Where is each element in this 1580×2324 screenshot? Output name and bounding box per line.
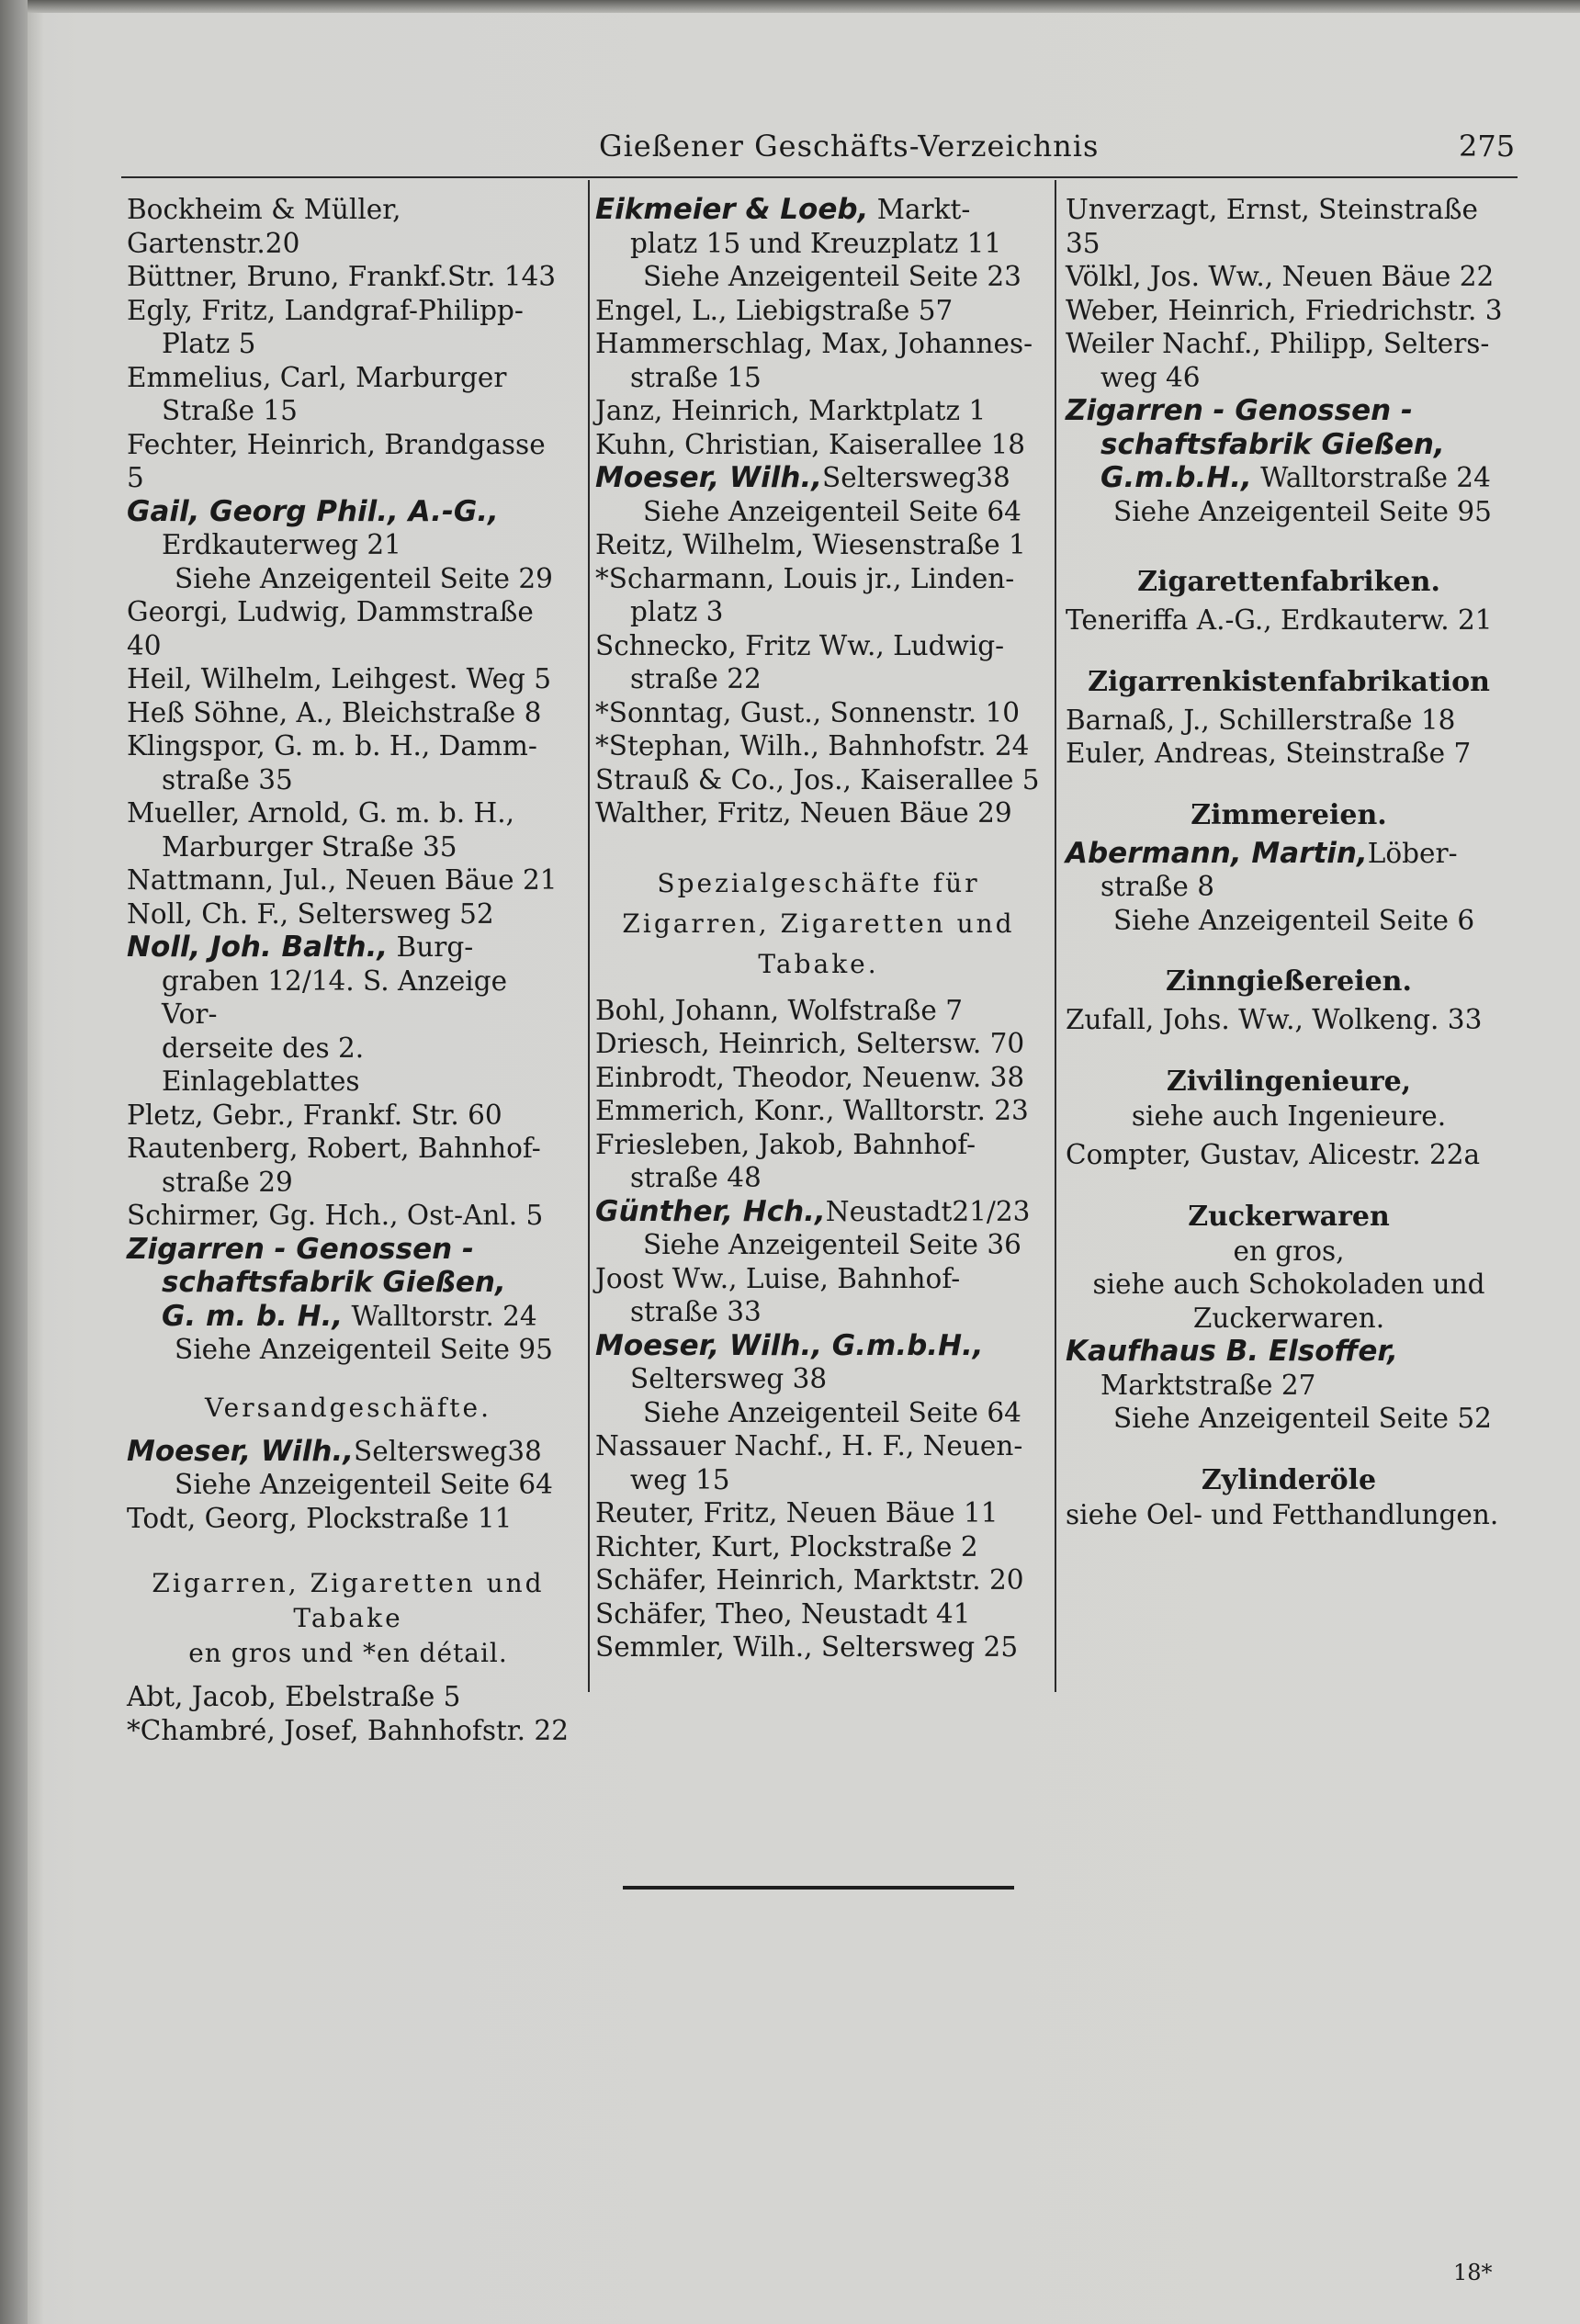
list-item: Kuhn, Christian, Kaiserallee 18: [595, 428, 1026, 460]
list-item: Weiler Nachf., Philipp, Selters- weg 46: [1066, 328, 1490, 393]
list-item: Zufall, Johs. Ww., Wolkeng. 33: [1066, 1004, 1483, 1035]
list-item: Mueller, Arnold, G. m. b. H., Marburger Straße 35: [127, 797, 514, 863]
list-item: Hammerschlag, Max, Johannes- straße 15: [595, 328, 1033, 393]
list-item: Engel, L., Liebigstraße 57: [595, 294, 954, 326]
section-heading: Zigarettenfabriken.: [1137, 566, 1440, 598]
list-item: *Sonntag, Gust., Sonnenstr. 10: [595, 696, 1021, 728]
list-item: Völkl, Jos. Ww., Neuen Bäue 22: [1066, 261, 1495, 292]
list-item: Bockheim & Müller, Gartenstr.20: [127, 194, 401, 259]
list-item: Abermann, Martin,Löber- straße 8 Siehe Anzeigenteil Seite 6: [1066, 836, 1475, 936]
list-item: Moeser, Wilh., G.m.b.H., Seltersweg 38 Siehe Anzeigenteil Seite 64: [595, 1328, 1021, 1428]
column-divider-1: [588, 180, 590, 1692]
section-heading: Versandgeschäfte.: [205, 1392, 491, 1423]
cross-reference: Zuckerwaren.: [1192, 1302, 1385, 1334]
list-item: Heil, Wilhelm, Leihgest. Weg 5: [127, 663, 552, 694]
book-gutter: [0, 0, 28, 2324]
list-item: Todt, Georg, Plockstraße 11: [127, 1502, 513, 1534]
footer-rule: [623, 1886, 1014, 1890]
list-item: Nassauer Nachf., H. F., Neuen- weg 15: [595, 1430, 1023, 1495]
list-item: Schnecko, Fritz Ww., Ludwig- straße 22: [595, 629, 1005, 694]
section-heading: Zylinderöle: [1201, 1463, 1377, 1496]
section-heading: Spezialgeschäfte für Zigarren, Zigaretten und Tabake.: [622, 867, 1015, 979]
list-item: Büttner, Bruno, Frankf.Str. 143: [127, 261, 557, 292]
list-item: Heß Söhne, A., Bleichstraße 8: [127, 696, 542, 728]
list-item: Schirmer, Gg. Hch., Ost-Anl. 5: [127, 1200, 544, 1231]
section-heading: Zivilingenieure,: [1166, 1065, 1412, 1098]
list-item: Reitz, Wilhelm, Wiesenstraße 1: [595, 529, 1026, 560]
list-item: Zigarren - Genossen - schaftsfabrik Gießen, G. m. b. H., Walltorstr. 24 Siehe Anzeigenteil Seite 95: [127, 1232, 553, 1365]
header-rule: [121, 176, 1518, 178]
list-item: Reuter, Fritz, Neuen Bäue 11: [595, 1497, 999, 1529]
list-item: Weber, Heinrich, Friedrichstr. 3: [1066, 294, 1503, 326]
list-item: Driesch, Heinrich, Seltersw. 70: [595, 1028, 1025, 1059]
list-item: Moeser, Wilh.,Seltersweg38 Siehe Anzeigenteil Seite 64: [127, 1434, 553, 1500]
list-item: Euler, Andreas, Steinstraße 7: [1066, 738, 1472, 769]
list-item: Schäfer, Theo, Neustadt 41: [595, 1597, 971, 1630]
list-item: Fechter, Heinrich, Brandgasse 5: [127, 428, 546, 493]
section-heading: Zigarren, Zigaretten und Tabake en gros und *en détail.: [152, 1568, 545, 1668]
list-item: Strauß & Co., Jos., Kaiserallee 5: [595, 763, 1040, 795]
list-item: Richter, Kurt, Plockstraße 2: [595, 1530, 978, 1562]
running-header: Gießener Geschäfts-Verzeichnis: [599, 129, 1100, 164]
list-item: Rautenberg, Robert, Bahnhof- straße 29: [127, 1133, 541, 1198]
list-item: Noll, Ch. F., Seltersweg 52: [127, 897, 494, 930]
list-item: Moeser, Wilh.,Seltersweg38 Siehe Anzeigenteil Seite 64: [595, 461, 1021, 527]
column-1: [127, 193, 570, 1747]
list-item: Emmelius, Carl, Marburger Straße 15: [127, 361, 507, 426]
cross-reference: siehe auch Ingenieure.: [1131, 1100, 1447, 1132]
list-item: Janz, Heinrich, Marktplatz 1: [595, 395, 987, 426]
list-item: Emmerich, Konr., Walltorstr. 23: [595, 1095, 1029, 1126]
column-2: [595, 193, 1042, 1664]
list-item: Joost Ww., Luise, Bahnhof- straße 33: [595, 1262, 961, 1327]
list-item: Zigarren - Genossen - schaftsfabrik Gießen, G.m.b.H., Walltorstraße 24 Siehe Anzeigenteil Seite 95: [1066, 394, 1492, 527]
list-item: *Chambré, Josef, Bahnhofstr. 22: [127, 1714, 569, 1746]
list-item: Pletz, Gebr., Frankf. Str. 60: [127, 1099, 502, 1131]
list-item: *Scharmann, Louis jr., Linden- platz 3: [595, 562, 1015, 627]
section-heading: Zuckerwaren: [1188, 1200, 1390, 1233]
list-item: Noll, Joh. Balth., Burg- graben 12/14. S. Anzeige Vor- derseite des 2. Einlageblattes: [127, 931, 508, 1097]
list-item: Teneriffa A.-G., Erdkauterw. 21: [1066, 604, 1493, 636]
list-item: Abt, Jacob, Ebelstraße 5: [127, 1681, 461, 1712]
signature-mark: 18*: [1453, 2260, 1493, 2285]
cross-reference: siehe auch Schokoladen und: [1092, 1269, 1485, 1300]
list-item: Walther, Fritz, Neuen Bäue 29: [595, 797, 1012, 829]
section-heading: Zigarrenkistenfabrikation: [1088, 665, 1490, 698]
list-item: Klingspor, G. m. b. H., Damm- straße 35: [127, 730, 537, 795]
list-item: *Stephan, Wilh., Bahnhofstr. 24: [595, 730, 1030, 762]
list-item: Barnaß, J., Schillerstraße 18: [1066, 704, 1456, 736]
list-item: Bohl, Johann, Wolfstraße 7: [595, 994, 963, 1026]
list-item: Friesleben, Jakob, Bahnhof- straße 48: [595, 1128, 976, 1193]
column-3: [1066, 193, 1512, 1531]
list-item: Egly, Fritz, Landgraf-Philipp- Platz 5: [127, 294, 524, 359]
page-number: 275: [1459, 129, 1516, 164]
list-item: Schäfer, Heinrich, Marktstr. 20: [595, 1564, 1024, 1596]
list-item: Gail, Georg Phil., A.-G., Erdkauterweg 21 Siehe Anzeigenteil Seite 29: [127, 494, 553, 594]
list-item: Compter, Gustav, Alicestr. 22a: [1066, 1139, 1481, 1170]
list-item: Kaufhaus B. Elsoffer, Marktstraße 27 Siehe Anzeigenteil Seite 52: [1066, 1335, 1492, 1434]
cross-reference: en gros,: [1233, 1235, 1345, 1267]
list-item: Günther, Hch.,Neustadt21/23 Siehe Anzeigenteil Seite 36: [595, 1194, 1031, 1260]
list-item: Georgi, Ludwig, Dammstraße 40: [127, 596, 534, 661]
section-heading: Zimmereien.: [1191, 798, 1387, 831]
column-divider-2: [1055, 180, 1056, 1692]
cross-reference: siehe Oel- und Fetthandlungen.: [1066, 1498, 1499, 1530]
page-top-edge: [28, 0, 1580, 13]
list-item: Unverzagt, Ernst, Steinstraße 35: [1066, 194, 1478, 259]
list-item: Einbrodt, Theodor, Neuenw. 38: [595, 1061, 1025, 1093]
section-heading: Zinngießereien.: [1166, 965, 1412, 998]
list-item: Semmler, Wilh., Seltersweg 25: [595, 1631, 1019, 1663]
list-item: Nattmann, Jul., Neuen Bäue 21: [127, 864, 558, 896]
list-item: Eikmeier & Loeb, Markt- platz 15 und Kreuzplatz 11 Siehe Anzeigenteil Seite 23: [595, 193, 1021, 292]
